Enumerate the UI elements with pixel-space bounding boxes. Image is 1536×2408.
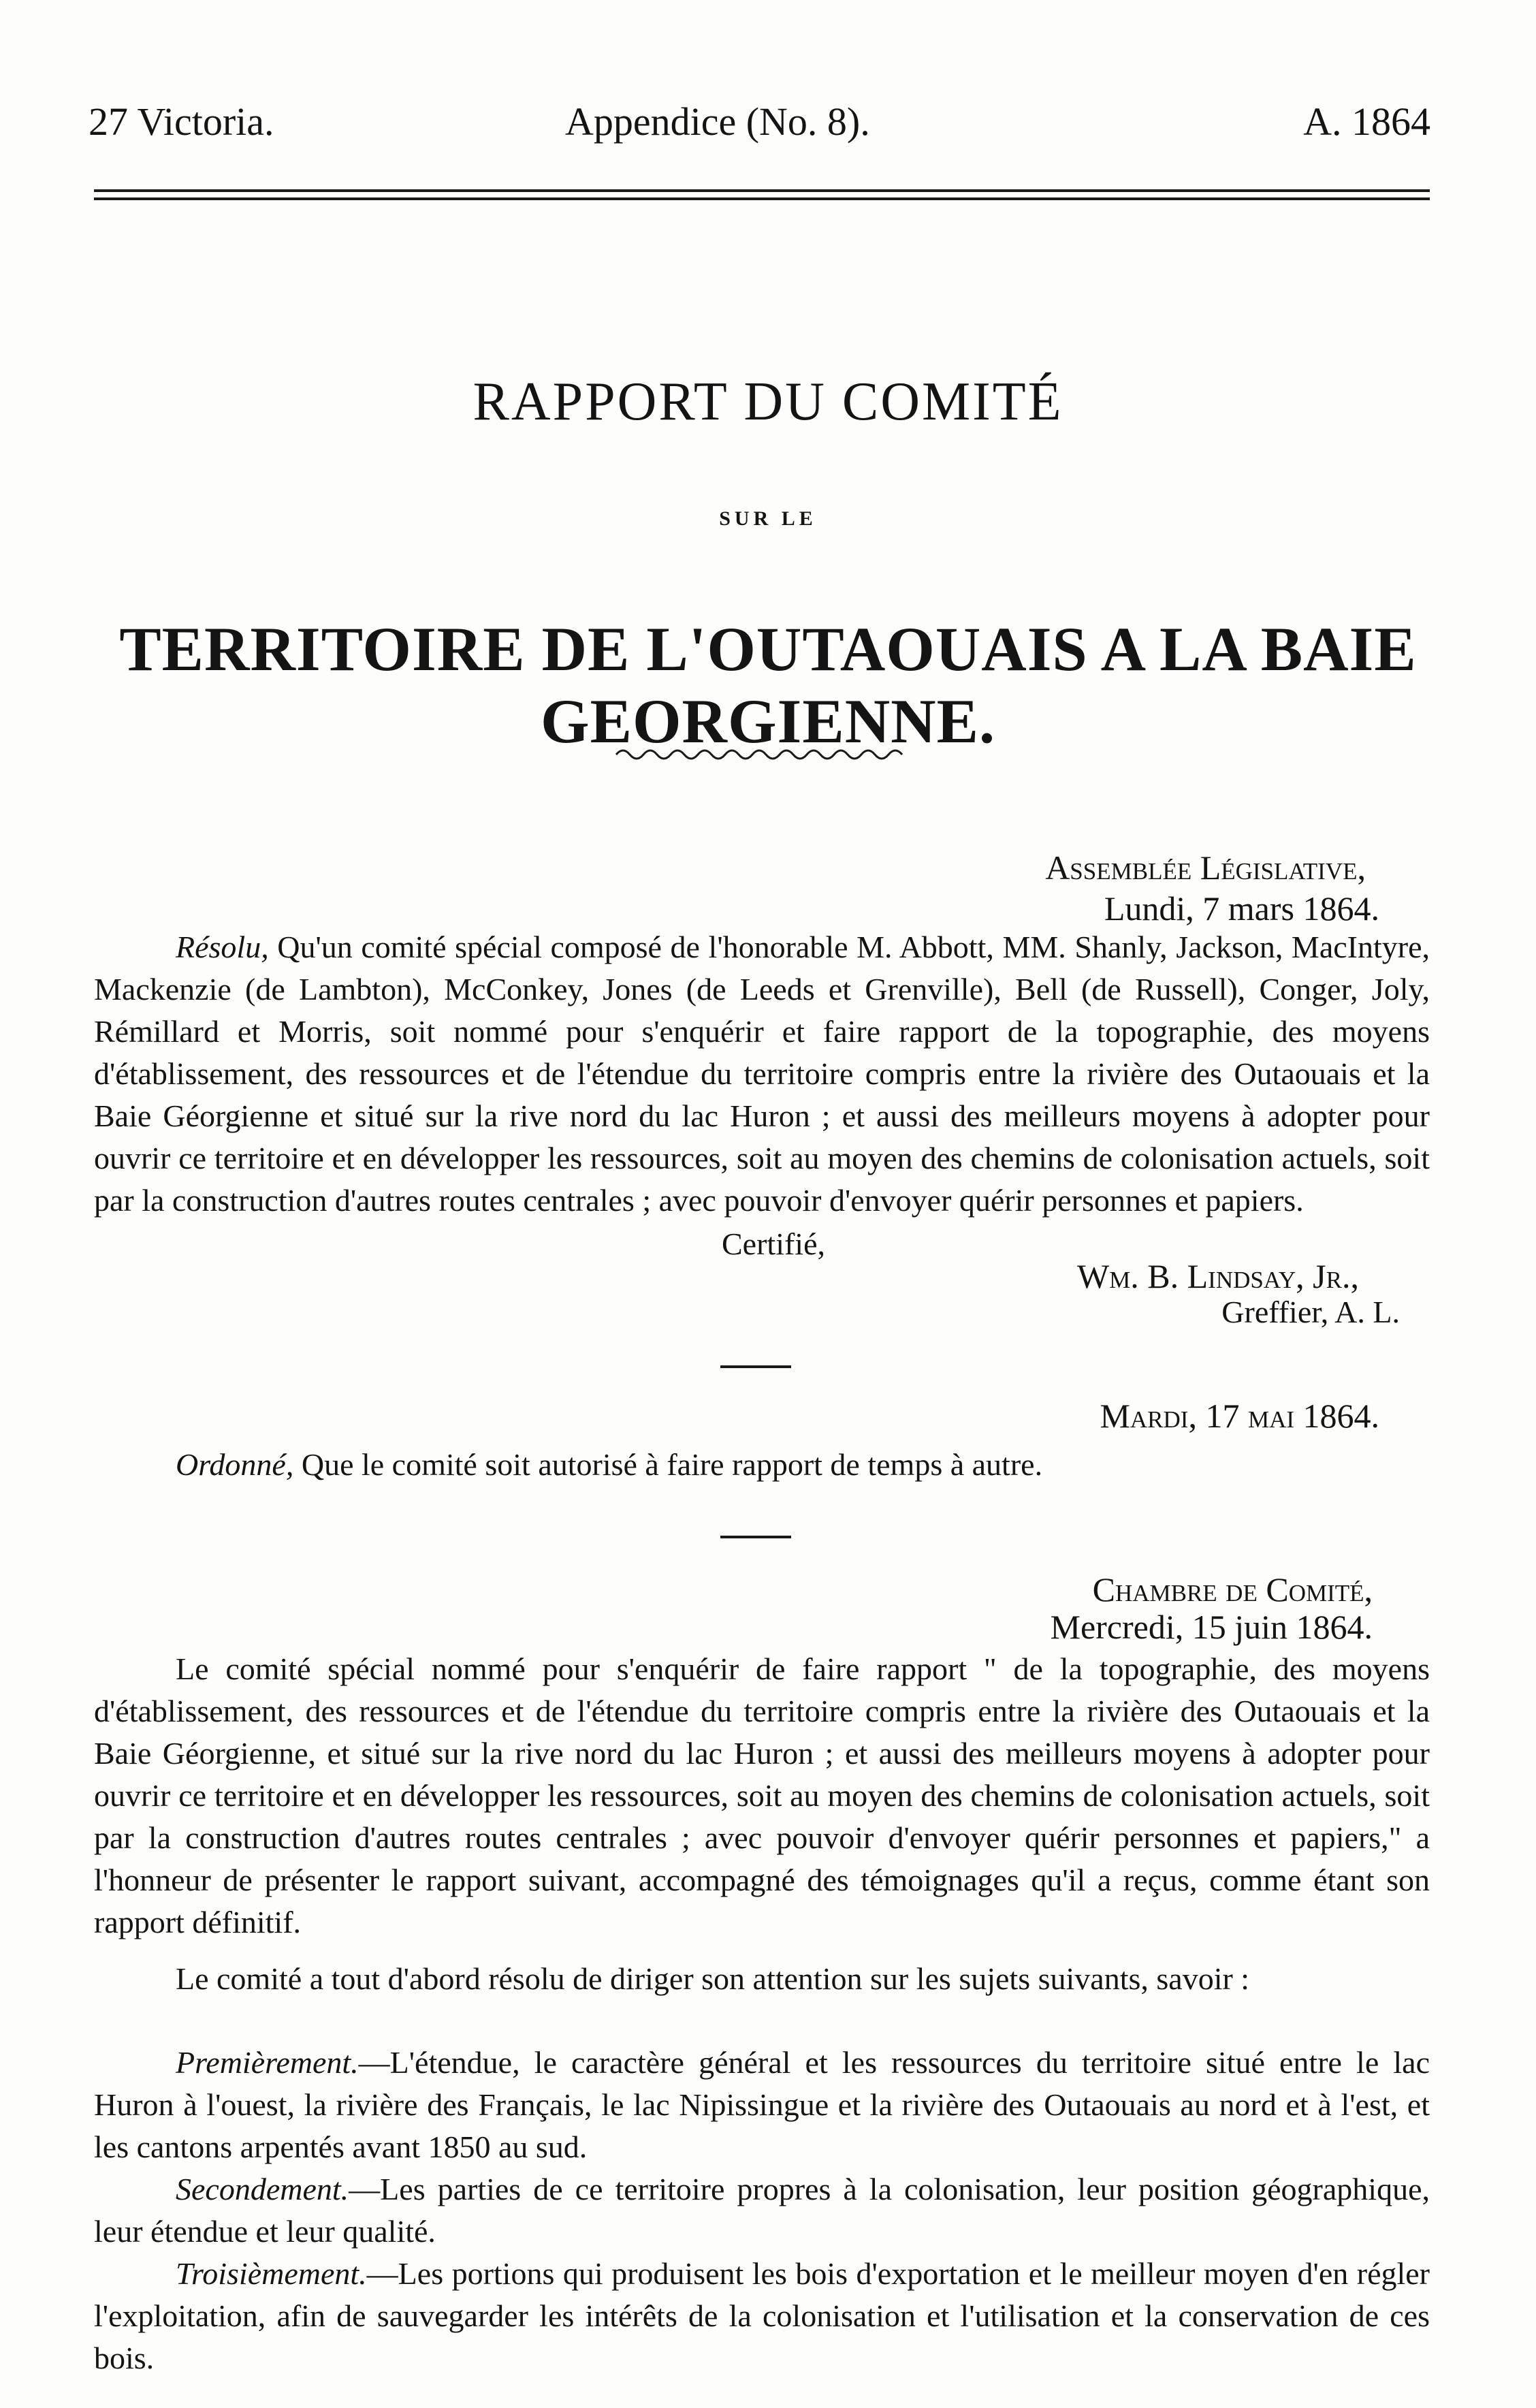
resolution-paragraph bbox=[94, 926, 1430, 1222]
report-title: RAPPORT DU COMITÉ bbox=[473, 372, 1063, 432]
report-title-connector: SUR LE bbox=[719, 507, 817, 530]
subject-item-2-text: —Les parties de ce territoire propres à la colonisation, leur position géographique, leur étendue et leur qualité. bbox=[94, 2172, 1430, 2249]
order-paragraph bbox=[94, 1444, 1430, 1486]
resolution-label: Résolu, bbox=[176, 930, 269, 964]
assembly-date: Lundi, 7 mars 1864. bbox=[1104, 889, 1379, 928]
subject-item-2-label: Secondement. bbox=[176, 2172, 349, 2206]
order-date: Mardi, 17 mai 1864. bbox=[1100, 1397, 1379, 1435]
clerk-signature: Wm. B. Lindsay, Jr., bbox=[1076, 1257, 1359, 1295]
clerk-title: Greffier, A. L. bbox=[1221, 1295, 1400, 1329]
committee-paragraph-1: Le comité spécial nommé pour s'enquérir de faire rapport " de la topographie, des moyens d'établissement, des ressources et de l'étendue du territoire compris entre la rivière des Outaouais et la Baie Géorgienne, et situé sur la rive nord du lac Huron ; et aussi des meilleurs moyens à adopter pour ouvrir ce territoire et en développer les ressources, soit au moyen des chemins de colonisation actuels, soit par la construction d'autres routes centrales ; avec pouvoir d'envoyer quérir personnes et papiers," a l'honneur de présenter le rapport suivant, accompagné des témoignages qu'il a reçus, comme étant son rapport définitif. bbox=[94, 1651, 1430, 1939]
section-divider-2 bbox=[720, 1536, 791, 1538]
resolution-text: Qu'un comité spécial composé de l'honorable M. Abbott, MM. Shanly, Jackson, MacIntyre, Mackenzie (de Lambton), McConkey, Jones (de Leeds et Grenville), Bell (de Russell), Conger, Joly, Rémillard et Morris, soit nommé pour s'enquérir et faire rapport de la topographie, des moyens d'établissement, des ressources et de l'étendue du territoire compris entre la rivière des Outaouais et la Baie Géorgienne et situé sur la rive nord du lac Huron ; et aussi des meilleurs moyens à adopter pour ouvrir ce territoire et en développer les ressources, soit au moyen des chemins de colonisation actuels, soit par la construction d'autres routes centrales ; avec pouvoir d'envoyer quérir personnes et papiers. bbox=[94, 930, 1430, 1218]
order-text: Que le comité soit autorisé à faire rapport de temps à autre. bbox=[301, 1447, 1043, 1482]
subject-item-3-text: —Les portions qui produisent les bois d'exportation et le meilleur moyen d'en régler l'exploitation, afin de sauvegarder les intérêts de la colonisation et l'utilisation et la conservation de ces bois. bbox=[94, 2256, 1430, 2375]
running-head-right: A. 1864 bbox=[1303, 99, 1430, 144]
subject-item-3-label: Troisièmement. bbox=[176, 2256, 367, 2291]
subject-item-1 bbox=[94, 2042, 1430, 2168]
section-divider-1 bbox=[720, 1365, 791, 1368]
certified-label: Certifié, bbox=[722, 1226, 825, 1261]
order-label: Ordonné, bbox=[176, 1447, 294, 1482]
subject-item-3 bbox=[94, 2253, 1430, 2379]
assembly-heading: Assemblée Législative, bbox=[1045, 849, 1366, 887]
running-head-center: Appendice (No. 8). bbox=[565, 99, 870, 144]
decorative-flourish bbox=[613, 742, 912, 763]
report-subject-title: TERRITOIRE DE L'OUTAOUAIS A LA BAIE GEORGIENNE. bbox=[119, 614, 1417, 756]
committee-date: Mercredi, 15 juin 1864. bbox=[1050, 1608, 1373, 1646]
subject-item-1-label: Premièrement. bbox=[176, 2045, 359, 2080]
running-head-left: 27 Victoria. bbox=[89, 99, 274, 144]
committee-paragraph-2: Le comité a tout d'abord résolu de diriger son attention sur les sujets suivants, savoir : bbox=[176, 1961, 1250, 1996]
subject-item-1-text: —L'étendue, le caractère général et les ressources du territoire situé entre le lac Huron à l'ouest, la rivière des Français, le lac Nipissingue et la rivière des Outaouais au nord et à l'est, et les cantons arpentés avant 1850 au sud. bbox=[94, 2045, 1430, 2164]
committee-heading: Chambre de Comité, bbox=[1092, 1570, 1373, 1609]
header-rule-top bbox=[94, 189, 1430, 192]
header-rule-bottom bbox=[94, 197, 1430, 200]
subject-item-2 bbox=[94, 2168, 1430, 2253]
